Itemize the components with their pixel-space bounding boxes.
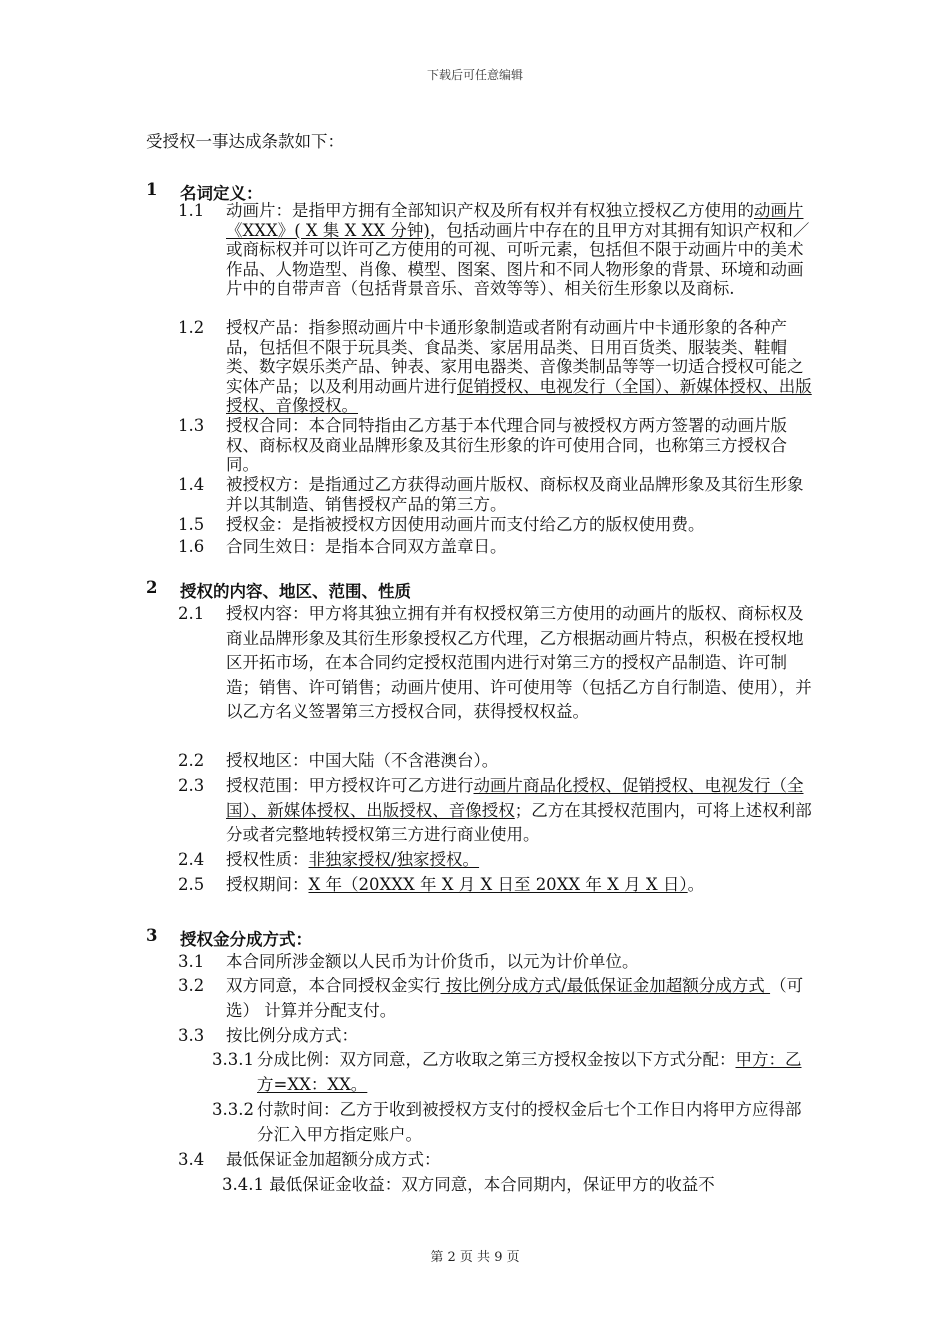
clause-text: 授权地区：中国大陆（不含港澳台）。 xyxy=(226,751,499,770)
clause-text: （可选） 计算并分配支付。 xyxy=(226,976,804,1020)
clause-text: 双方同意，本合同授权金实行 xyxy=(226,976,441,995)
clause-number: 3.3 xyxy=(178,1026,205,1045)
underlined-text: 动画片《XXX》( X 集 X XX 分钟) xyxy=(226,201,804,240)
clause-3-2 xyxy=(178,974,818,1023)
clause-number: 1.4 xyxy=(178,475,205,494)
section-2-number: 2 xyxy=(146,578,158,597)
clause-3-3-1 xyxy=(212,1048,812,1097)
clause-3-3-2 xyxy=(212,1098,812,1147)
clause-text: ；乙方在其授权范围内，可将上述权利部分或者完整地转授权第三方进行商业使用。 xyxy=(226,800,812,844)
clause-number: 3.3.1 xyxy=(212,1050,254,1069)
underlined-text: 甲方：乙方=XX：XX。 xyxy=(257,1050,802,1094)
clause-text: 授权金：是指被授权方因使用动画片而支付给乙方的版权使用费。 xyxy=(226,515,705,534)
clause-number: 3.4.1 xyxy=(222,1175,264,1194)
clause-text: 本合同所涉金额以人民币为计价货币，以元为计价单位。 xyxy=(226,952,639,971)
clause-text: 付款时间：乙方于收到被授权方支付的授权金后七个工作日内将甲方应得部分汇入甲方指定账户。 xyxy=(257,1100,802,1144)
clause-number: 3.2 xyxy=(178,976,205,995)
section-3-number: 3 xyxy=(146,926,158,945)
section-3-title: 授权金分成方式： xyxy=(180,930,312,949)
clause-2-2 xyxy=(178,749,818,774)
clause-text: 动画片：是指甲方拥有全部知识产权及所有权并有权独立授权乙方使用的 xyxy=(226,201,754,220)
clause-number: 2.5 xyxy=(178,875,205,894)
section-2-title: 授权的内容、地区、范围、性质 xyxy=(180,582,411,601)
clause-number: 1.5 xyxy=(178,515,205,534)
clause-1-2 xyxy=(178,318,818,416)
clause-text: 授权内容：甲方将其独立拥有并有权授权第三方使用的动画片的版权、商标权及商业品牌形象及其衍生形象授权乙方代理，乙方根据动画片特点，积极在授权地区开拓市场，在本合同约定授权范围内进行对第三方的授权产品制造、许可制造；销售、许可销售；动画片使用、许可使用等（包括乙方自行制造、使用），并以乙方名义签署第三方授权合同，获得授权权益。 xyxy=(226,604,812,721)
clause-number: 2.2 xyxy=(178,751,205,770)
clause-number: 3.3.2 xyxy=(212,1100,254,1119)
clause-text: 授权合同：本合同特指由乙方基于本代理合同与被授权方两方签署的动画片版权、商标权及商业品牌形象及其衍生形象的许可使用合同，也称第三方授权合同。 xyxy=(226,416,787,474)
clause-3-4 xyxy=(178,1148,818,1173)
clause-2-5 xyxy=(178,873,818,898)
underlined-text: 非独家授权/独家授权。 xyxy=(308,850,480,869)
clause-1-4 xyxy=(178,475,818,514)
clause-1-5 xyxy=(178,515,818,535)
clause-text: 授权性质： xyxy=(226,850,309,869)
underlined-text: 促销授权、电视发行（全国）、新媒体授权、出版授权、音像授权。 xyxy=(226,376,812,415)
section-1-number: 1 xyxy=(146,180,158,199)
underlined-text: X 年（20XXX 年 X 月 X 日至 20XX 年 X 月 X 日） xyxy=(308,875,688,894)
page-footer: 第 2 页 共 9 页 xyxy=(430,1250,520,1265)
clause-3-3 xyxy=(178,1024,818,1049)
clause-number: 2.1 xyxy=(178,604,205,623)
section-1-title: 名词定义： xyxy=(180,184,263,203)
clause-text: 被授权方：是指通过乙方获得动画片版权、商标权及商业品牌形象及其衍生形象并以其制造、销售授权产品的第三方。 xyxy=(226,475,804,514)
page-header: 下载后可任意编辑 xyxy=(426,68,523,82)
clause-number: 3.1 xyxy=(178,952,205,971)
clause-3-4-1 xyxy=(222,1173,822,1198)
clause-text: 分成比例：双方同意，乙方收取之第三方授权金按以下方式分配： xyxy=(257,1050,736,1069)
clause-text: 最低保证金收益：双方同意，本合同期内，保证甲方的收益不 xyxy=(269,1175,715,1194)
clause-2-3 xyxy=(178,774,818,848)
clause-text: 。 xyxy=(687,875,705,894)
clause-number: 1.3 xyxy=(178,416,205,435)
clause-1-3 xyxy=(178,416,818,475)
clause-1-6 xyxy=(178,537,818,557)
clause-3-1 xyxy=(178,950,818,975)
clause-number: 1.1 xyxy=(178,201,205,220)
clause-text: 合同生效日：是指本合同双方盖章日。 xyxy=(226,537,507,556)
clause-text: 授权范围：甲方授权许可乙方进行 xyxy=(226,776,474,795)
underlined-text: 按比例分成方式/最低保证金加超额分成方式 xyxy=(440,976,771,995)
clause-2-4 xyxy=(178,848,818,873)
clause-text: 最低保证金加超额分成方式： xyxy=(226,1150,441,1169)
clause-2-1 xyxy=(178,602,818,725)
clause-text: 按比例分成方式： xyxy=(226,1026,358,1045)
intro-text: 受授权一事达成条款如下： xyxy=(146,132,344,151)
clause-text: 授权期间： xyxy=(226,875,309,894)
clause-1-1 xyxy=(178,201,818,299)
underlined-text: 动画片商品化授权、促销授权、电视发行（全国）、新媒体授权、出版授权、音像授权 xyxy=(226,776,804,820)
clause-number: 1.2 xyxy=(178,318,205,337)
clause-number: 2.3 xyxy=(178,776,205,795)
clause-text: 授权产品：指参照动画片中卡通形象制造或者附有动画片中卡通形象的各种产品，包括但不限于玩具类、食品类、家居用品类、日用百货类、服装类、鞋帽类、数字娱乐类产品、钟表、家用电器类、音像类制品等等一切适合授权可能之实体产品；以及利用动画片进行 xyxy=(226,318,804,396)
clause-text: ，包括动画片中存在的且甲方对其拥有知识产权和／或商标权并可以许可乙方使用的可视、可听元素，包括但不限于动画片中的美术作品、人物造型、肖像、模型、图案、图片和不同人物形象的背景、环境和动画片中的自带声音（包括背景音乐、音效等等）、相关衍生形象以及商标. xyxy=(226,220,810,298)
clause-number: 2.4 xyxy=(178,850,205,869)
clause-number: 3.4 xyxy=(178,1150,205,1169)
clause-number: 1.6 xyxy=(178,537,205,556)
